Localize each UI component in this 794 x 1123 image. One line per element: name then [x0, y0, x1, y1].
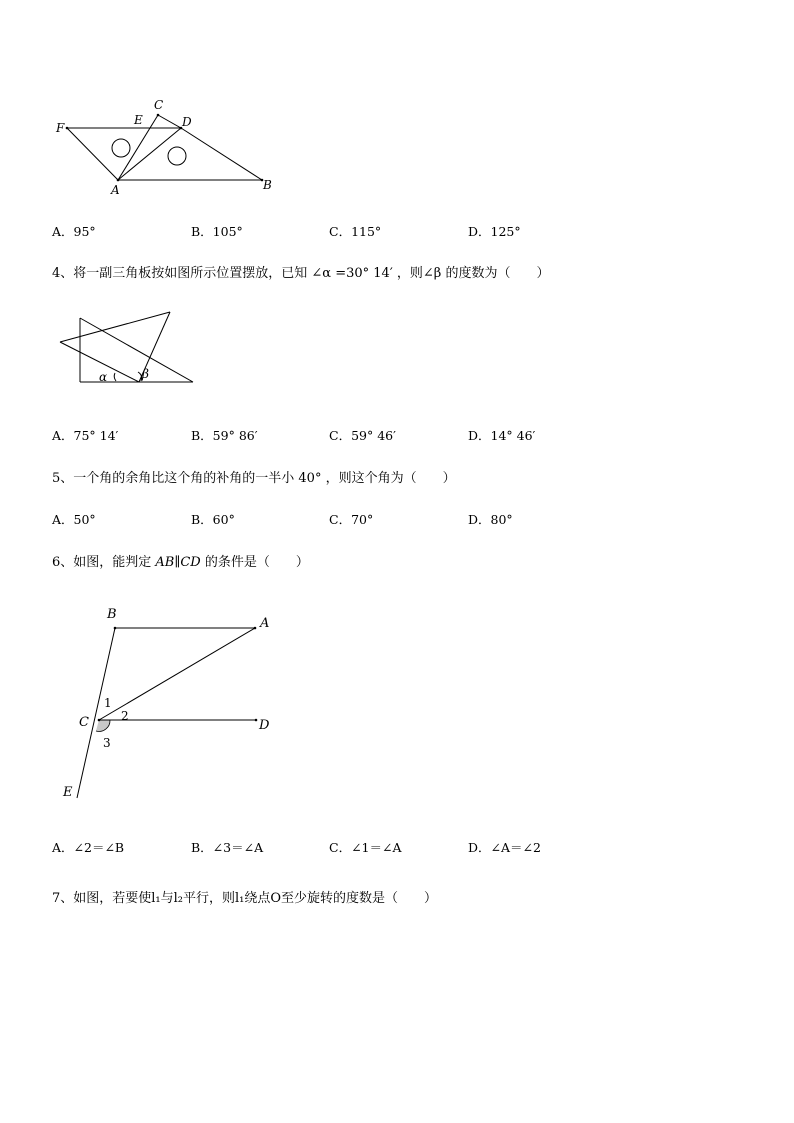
- q3-option-c[interactable]: C．115°: [329, 224, 382, 239]
- q4-stem: 4、将一副三角板按如图所示位置摆放，已知 ∠α =30° 14′ ，则∠β 的度数为（ ）: [52, 266, 550, 281]
- q3-option-a[interactable]: A．95°: [52, 224, 96, 239]
- label-alpha: α: [99, 370, 108, 384]
- q5-stem: 5、一个角的余角比这个角的补角的一半小 40° ，则这个角为（ ）: [52, 471, 456, 486]
- q5-option-b[interactable]: B．60°: [191, 512, 235, 527]
- label-C: C: [79, 715, 89, 730]
- label-D: D: [182, 115, 192, 129]
- q5-option-c[interactable]: C．70°: [329, 512, 374, 527]
- label-E: E: [134, 113, 143, 127]
- q4-option-a[interactable]: A．75° 14′: [52, 428, 119, 443]
- q4-option-d[interactable]: D．14° 46′: [468, 428, 536, 443]
- angle-1-label: 1: [104, 696, 112, 710]
- q4-option-b[interactable]: B．59° 86′: [191, 428, 258, 443]
- angle-2-label: 2: [121, 709, 129, 723]
- q6-option-a[interactable]: A．∠2＝∠B: [52, 840, 125, 855]
- q3-option-d[interactable]: D．125°: [468, 224, 521, 239]
- label-B: B: [263, 178, 272, 192]
- q6-stem: [52, 551, 309, 570]
- label-B: B: [107, 607, 117, 622]
- q6-stem-prefix: 6、如图，能判定: [52, 555, 156, 570]
- label-C: C: [154, 98, 164, 112]
- q6-option-c[interactable]: C．∠1＝∠A: [329, 840, 402, 855]
- q3-figure: [48, 92, 288, 202]
- label-E: E: [63, 785, 73, 800]
- angle-3-label: 3: [103, 736, 111, 750]
- q6-option-b[interactable]: B．∠3＝∠A: [191, 840, 264, 855]
- q6-option-d[interactable]: D．∠A＝∠2: [468, 840, 541, 855]
- label-F: F: [56, 121, 65, 135]
- q6-stem-suffix: 的条件是（ ）: [200, 555, 309, 570]
- q6-stem-math: AB∥CD: [155, 555, 201, 570]
- q7-stem: 7、如图，若要使l₁与l₂平行，则l₁绕点O至少旋转的度数是（ ）: [52, 891, 438, 906]
- q4-figure: [55, 308, 200, 388]
- q5-option-d[interactable]: D．80°: [468, 512, 513, 527]
- q6-figure: [55, 600, 285, 805]
- q4-option-c[interactable]: C．59° 46′: [329, 428, 396, 443]
- label-beta: β: [142, 367, 149, 381]
- label-A: A: [260, 616, 270, 631]
- q5-option-a[interactable]: A．50°: [52, 512, 96, 527]
- label-A: A: [111, 183, 120, 197]
- q3-option-b[interactable]: B．105°: [191, 224, 243, 239]
- label-D: D: [259, 718, 270, 733]
